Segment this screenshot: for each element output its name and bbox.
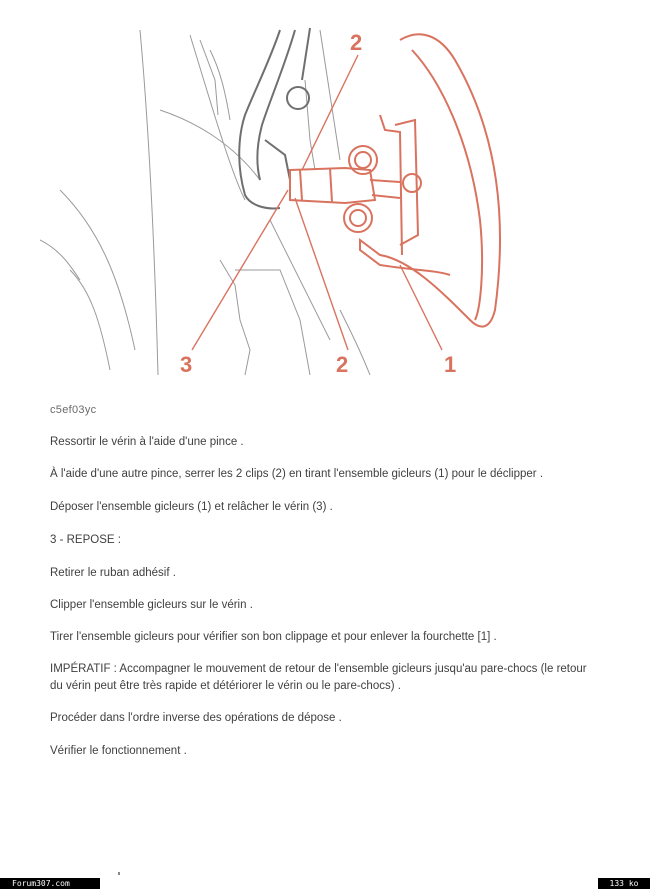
scan-artifact [118, 872, 120, 875]
instruction-2: À l'aide d'une autre pince, serrer les 2 clips (2) en tirant l'ensemble gicleurs (1) pour le déclipper . [50, 468, 544, 480]
washer-assembly [290, 30, 500, 326]
instruction-8: Vérifier le fonctionnement . [50, 745, 187, 757]
instruction-imperatif: IMPÉRATIF : Accompagner le mouvement de retour de l'ensemble gicleurs jusqu'au pare-chocs (le retour du vérin peut être très rapide et détériorer le vérin ou le pare-chocs) . [50, 663, 587, 692]
footer-size-label: 133 ko [598, 878, 650, 889]
callout-2-bottom: 2 [336, 352, 349, 377]
figure-reference-code: c5ef03yc [50, 404, 97, 416]
bracket-sketch [239, 28, 310, 208]
instruction-1: Ressortir le vérin à l'aide d'une pince . [50, 436, 244, 448]
footer-site-label: Forum307.com [0, 878, 100, 889]
instruction-3: Déposer l'ensemble gicleurs (1) et relâcher le vérin (3) . [50, 501, 333, 513]
instruction-5: Clipper l'ensemble gicleurs sur le vérin . [50, 599, 253, 611]
callout-2-top: 2 [350, 30, 363, 55]
instruction-6: Tirer l'ensemble gicleurs pour vérifier son bon clippage et pour enlever la fourchette [1] . [50, 631, 497, 643]
headlamp-washer-illustration [40, 20, 570, 385]
instruction-4: Retirer le ruban adhésif . [50, 567, 176, 579]
callout-1: 1 [444, 352, 457, 377]
leader-lines [192, 55, 442, 350]
instruction-7: Procéder dans l'ordre inverse des opérations de dépose . [50, 712, 342, 724]
callout-3: 3 [180, 352, 193, 377]
section-heading-repose: 3 - REPOSE : [50, 534, 121, 546]
